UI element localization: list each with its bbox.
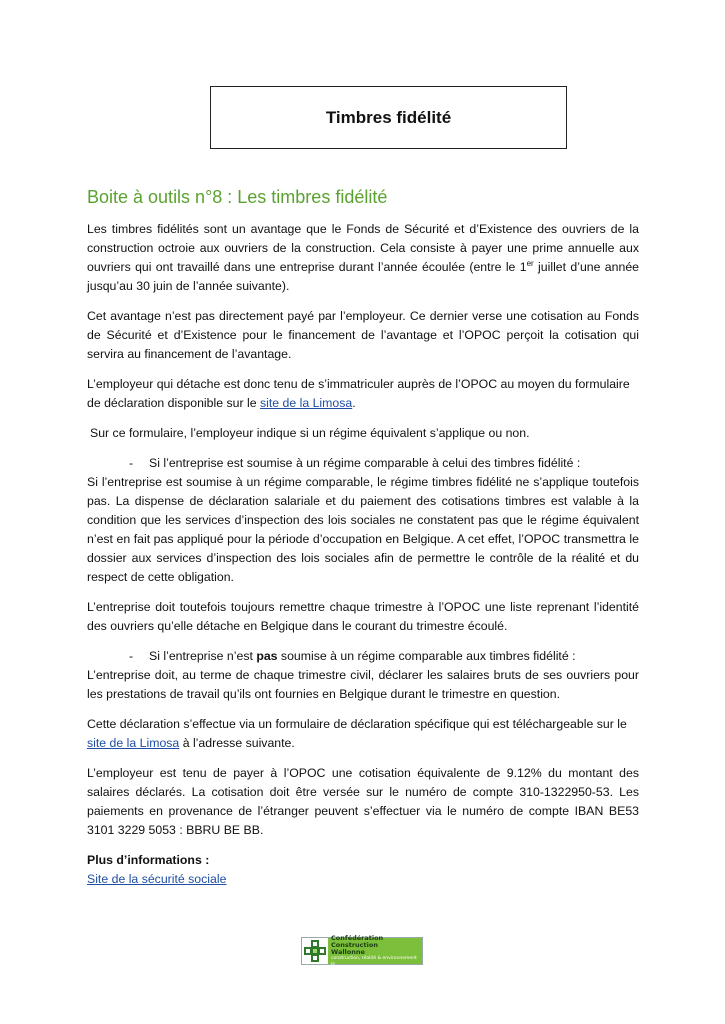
bullet-comparable-title: - Si l’entreprise est soumise à un régime comparable à celui des timbres fidélité : [87, 454, 639, 473]
document-body [87, 220, 639, 889]
logo-line1: Confédération Construction [331, 933, 384, 949]
logo-tagline: construction, réalité & environnement le [331, 955, 417, 967]
social-security-link[interactable]: Site de la sécurité sociale [87, 872, 227, 886]
paragraph-declaration: Cette déclaration s’effectue via un formulaire de déclaration spécifique qui est téléchargeable sur le site de la Limosa à l’adresse suivante. [87, 717, 627, 750]
paragraph-comparable: Si l’entreprise est soumise à un régime comparable, le régime timbres fidélité ne s’applique toutefois pas. La dispense de déclaration salariale et du paiement des cotisations timbres est valable à la condition que les services d’inspection des lois sociales ne constatent pas que le régime équivalent n’est en fait pas appliqué pour la période d’occupation en Belgique. A cet effet, l’OPOC transmettra le dossier aux services d’inspection des lois sociales afin de permettre le contrôle de la réalité et du respect de cette obligation. [87, 475, 639, 584]
title-box [210, 86, 567, 149]
paragraph-intro: Les timbres fidélités sont un avantage que le Fonds de Sécurité et d’Existence des ouvriers de la construction octroie aux ouvriers de la construction. Cela consiste à payer une prime annuelle aux ouvriers qui ont travaillé dans une entreprise durant l’année écoulée (entre le 1er juillet d’une année jusqu’au 30 juin de l’année suivante). [87, 222, 639, 293]
bullet-not-comparable-title: - Si l’entreprise n’est pas soumise à un régime comparable aux timbres fidélité : [87, 647, 639, 666]
paragraph-list: L’entreprise doit toutefois toujours remettre chaque trimestre à l’OPOC une liste reprenant l’identité des ouvriers qu’elle détache en Belgique dans le courant du trimestre écoulé. [87, 600, 639, 633]
footer-logo [301, 933, 423, 967]
paragraph-form: Sur ce formulaire, l’employeur indique si un régime équivalent s’applique ou non. [90, 426, 530, 440]
limosa-link[interactable]: site de la Limosa [259, 396, 353, 410]
section-heading: Boite à outils n°8 : Les timbres fidélité [87, 187, 388, 207]
paragraph-financing: Cet avantage n’est pas directement payé par l’employeur. Ce dernier verse une cotisation au Fonds de Sécurité et d’Existence pour le financement de l’avantage et l’OPOC perçoit la cotisation qui servira au financement de l’avantage. [87, 309, 639, 361]
bullet-dash: - [129, 456, 134, 470]
paragraph-not-comparable: L’entreprise doit, au terme de chaque trimestre civil, déclarer les salaires bruts de ses ouvriers pour les prestations de travail qu’ils ont fournies en Belgique durant le trimestre en question. [87, 668, 639, 701]
more-info-heading: Plus d’informations : [87, 853, 210, 867]
paragraph-payment: L’employeur est tenu de payer à l’OPOC une cotisation équivalente de 9.12% du montant des salaires déclarés. La cotisation doit être versée sur le numéro de compte 310-1322950-53. Les paiements en provenance de l’étranger peuvent s’effectuer via le numéro de compte IBAN BE53 3101 3229 5053 : BBRU BE BB. [87, 766, 639, 837]
logo-text [328, 933, 422, 967]
more-info-line [87, 870, 639, 889]
logo-line2: Wallonne [331, 947, 365, 956]
limosa-link-2[interactable]: site de la Limosa [87, 736, 180, 750]
superscript-er: er [526, 258, 534, 268]
logo-mark-icon [302, 938, 328, 964]
bullet-dash: - [129, 649, 134, 663]
page-title: Timbres fidélité [325, 107, 452, 127]
paragraph-registration: L’employeur qui détache est donc tenu de s’immatriculer auprès de l’OPOC au moyen du formulaire de déclaration disponible sur le site de la Limosa. [87, 377, 630, 410]
